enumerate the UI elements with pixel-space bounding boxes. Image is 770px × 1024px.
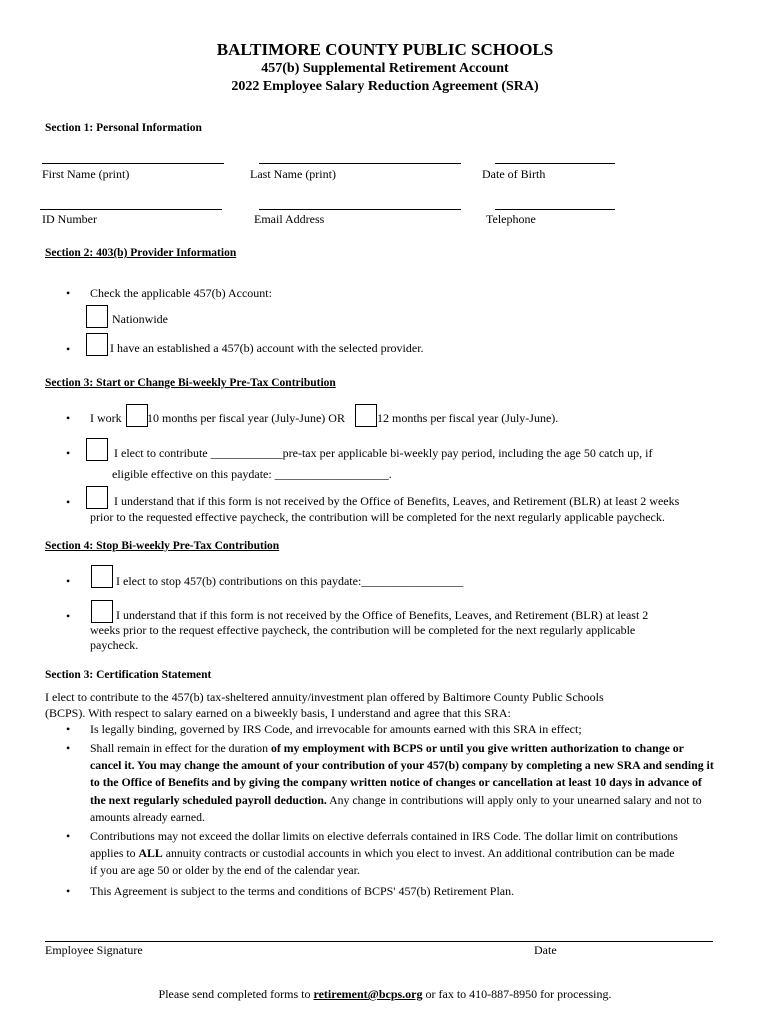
elect-contribute-checkbox[interactable] [86, 438, 108, 461]
established-account-label: I have an established a 457(b) account with the selected provider. [110, 341, 424, 355]
bullet: • [66, 342, 71, 356]
bullet: • [66, 741, 71, 755]
last-name-field[interactable] [259, 163, 461, 164]
understand-text-line1: I understand that if this form is not received by the Office of Benefits, Leaves, and Retirement (BLR) at least 2 weeks [114, 494, 680, 508]
bullet: • [66, 446, 71, 460]
dob-label: Date of Birth [482, 167, 546, 181]
stop-understand-line3: paycheck. [90, 638, 139, 652]
stop-understand-line2: weeks prior to the request effective paycheck, the contribution will be completed for the next regularly applicable [90, 623, 636, 637]
section4-heading: Section 4: Stop Bi-weekly Pre-Tax Contribution [45, 540, 280, 552]
check-account-label: Check the applicable 457(b) Account: [90, 286, 272, 300]
bullet: • [66, 722, 71, 736]
bullet: • [66, 884, 71, 898]
certification-intro-line1: I elect to contribute to the 457(b) tax-sheltered annuity/investment plan offered by Baltimore County Public Schools [45, 690, 604, 704]
footer-instructions: Please send completed forms to retirement@bcps.org or fax to 410-887-8950 for processing. [158, 987, 612, 1001]
dob-field[interactable] [495, 163, 615, 164]
last-name-label: Last Name (print) [250, 167, 336, 181]
bullet: • [66, 574, 71, 588]
certification-intro-line2: (BCPS). With respect to salary earned on a biweekly basis, I understand and agree that this SRA: [45, 706, 511, 720]
section1-heading: Section 1: Personal Information [45, 122, 202, 134]
section2-heading: Section 2: 403(b) Provider Information [45, 247, 237, 259]
bullet: • [66, 495, 71, 509]
retirement-email-link[interactable]: retirement@bcps.org [313, 987, 423, 1001]
telephone-label: Telephone [486, 212, 536, 226]
stop-contribution-text: I elect to stop 457(b) contributions on this paydate:_________________ [116, 574, 464, 588]
certification-heading: Section 3: Certification Statement [45, 669, 212, 681]
nationwide-checkbox[interactable] [86, 305, 108, 328]
stop-understand-checkbox[interactable] [91, 600, 113, 623]
elect-contribute-text: I elect to contribute ____________pre-tax per applicable bi-weekly pay period, including the age 50 catch up, if [114, 446, 653, 460]
form-subtitle-2: 2022 Employee Salary Reduction Agreement (SRA) [231, 79, 539, 94]
first-name-field[interactable] [42, 163, 224, 164]
first-name-label: First Name (print) [42, 167, 130, 181]
bullet: • [66, 286, 71, 300]
ten-months-label: 10 months per fiscal year (July-June) OR [147, 411, 345, 425]
bullet: • [66, 829, 71, 843]
stop-understand-line1: I understand that if this form is not received by the Office of Benefits, Leaves, and Retirement (BLR) at least 2 [116, 608, 649, 622]
id-number-label: ID Number [42, 212, 97, 226]
certification-bullet-2: Shall remain in effect for the duration of my employment with BCPS or until you give written authorization to change or cancel it. You may change the amount of your contribution of your 457(b) company by completing a new SRA and sending it to the Office of Benefits and by giving the company written notice of changes or cancellation at least 10 days in advance of the next regularly scheduled payroll deduction. Any change in contributions will apply only to your unearned salary and not to amounts already earned. [90, 741, 714, 824]
eligible-paydate-text: eligible effective on this paydate: ___________________. [112, 467, 392, 481]
id-number-field[interactable] [40, 209, 222, 210]
email-label: Email Address [254, 212, 325, 226]
twelve-months-label: 12 months per fiscal year (July-June). [377, 411, 559, 425]
stop-contribution-checkbox[interactable] [91, 565, 113, 588]
section3-heading: Section 3: Start or Change Bi-weekly Pre-Tax Contribution [45, 377, 336, 389]
signature-line[interactable] [45, 941, 713, 942]
understand-text-line2: prior to the requested effective paycheck, the contribution will be completed for the next regularly applicable paycheck. [90, 510, 665, 524]
employee-signature-label: Employee Signature [45, 943, 143, 957]
bullet: • [66, 411, 71, 425]
i-work-label: I work [90, 411, 122, 425]
ten-months-checkbox[interactable] [126, 404, 148, 427]
email-field[interactable] [259, 209, 461, 210]
certification-bullet-3: Contributions may not exceed the dollar limits on elective deferrals contained in IRS Code. The dollar limit on contributions applies to ALL annuity contracts or custodial accounts in which you elect to invest. An additional contribution can be made if you are age 50 or older by the end of the calendar year. [90, 829, 678, 878]
nationwide-label: Nationwide [112, 312, 168, 326]
date-label: Date [534, 943, 557, 957]
form-subtitle: 457(b) Supplemental Retirement Account [261, 61, 509, 76]
certification-bullet-1: Is legally binding, governed by IRS Code, and irrevocable for amounts earned with this SRA in effect; [90, 722, 582, 736]
form-title: BALTIMORE COUNTY PUBLIC SCHOOLS [216, 40, 554, 59]
certification-bullet-4: This Agreement is subject to the terms and conditions of BCPS' 457(b) Retirement Plan. [90, 884, 515, 898]
understand-checkbox[interactable] [86, 486, 108, 509]
telephone-field[interactable] [495, 209, 615, 210]
bullet: • [66, 609, 71, 623]
contribution-amount-field[interactable]: ____________ [210, 446, 283, 460]
established-account-checkbox[interactable] [86, 333, 108, 356]
twelve-months-checkbox[interactable] [355, 404, 377, 427]
